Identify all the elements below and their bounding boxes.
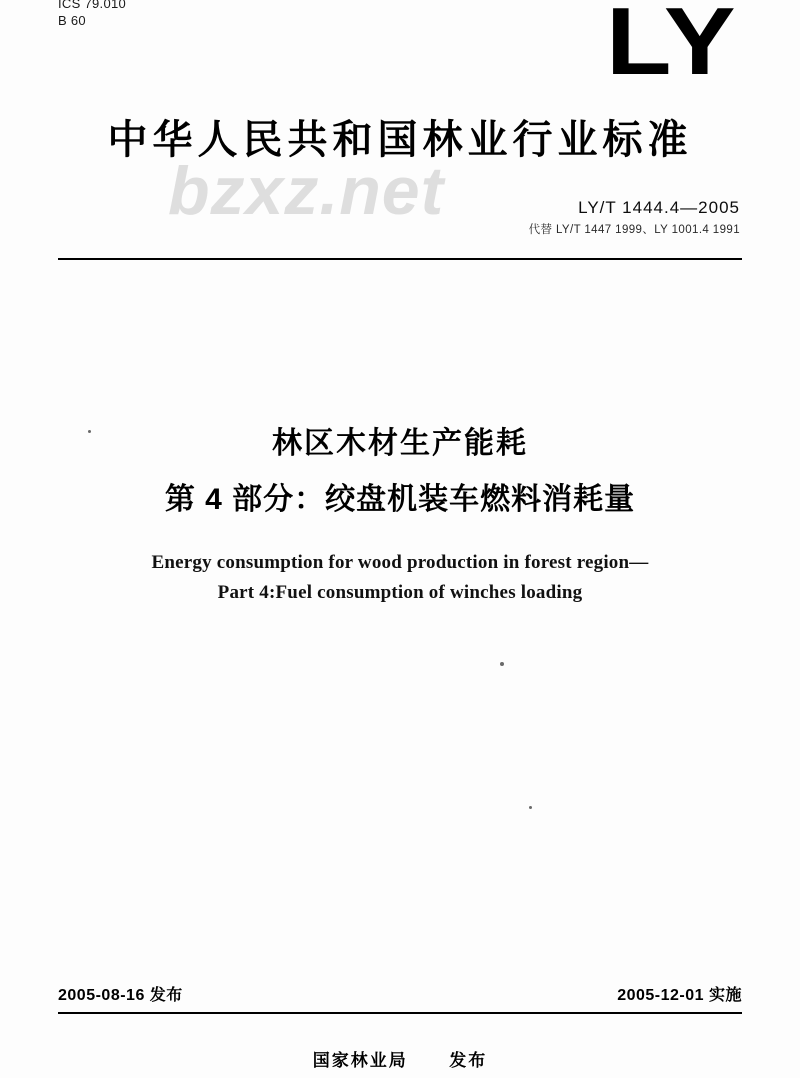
replaces-note: 代替 LY/T 1447 1999、LY 1001.4 1991: [528, 224, 740, 236]
title-chinese: [0, 418, 800, 518]
watermark: bzxz.net: [168, 153, 445, 229]
title-chinese-line1: 林区木材生产能耗: [272, 427, 528, 460]
publisher-block: [0, 1046, 800, 1071]
standard-number: LY/T 1444.4—2005: [578, 198, 740, 217]
publisher-name: 国家林业局: [312, 1051, 408, 1070]
ly-logo: LY: [605, 0, 738, 95]
scan-speck: [529, 806, 532, 809]
ics-code: ICS 79.010: [58, 0, 127, 11]
title-english: [0, 552, 800, 604]
footer-divider: [58, 1012, 742, 1014]
title-chinese-line2: 第 4 部分：绞盘机装车燃料消耗量: [164, 483, 636, 516]
title-english-line1: Energy consumption for wood production in forest region—: [151, 552, 649, 573]
implement-date: 2005-12-01 实施: [617, 987, 742, 1004]
header-divider: [58, 258, 742, 260]
footer-dates: [58, 982, 742, 1005]
publisher-action: 发布: [449, 1051, 488, 1070]
banner-title: 中华人民共和国林业行业标准: [107, 118, 693, 162]
scan-speck: [88, 430, 91, 433]
issue-date: 2005-08-16 发布: [58, 987, 183, 1004]
ics-block: [58, 0, 126, 30]
standard-number-block: [529, 198, 740, 237]
scan-speck: [500, 662, 504, 666]
class-code: B 60: [58, 13, 86, 29]
title-english-line2: Part 4:Fuel consumption of winches loading: [217, 582, 583, 603]
